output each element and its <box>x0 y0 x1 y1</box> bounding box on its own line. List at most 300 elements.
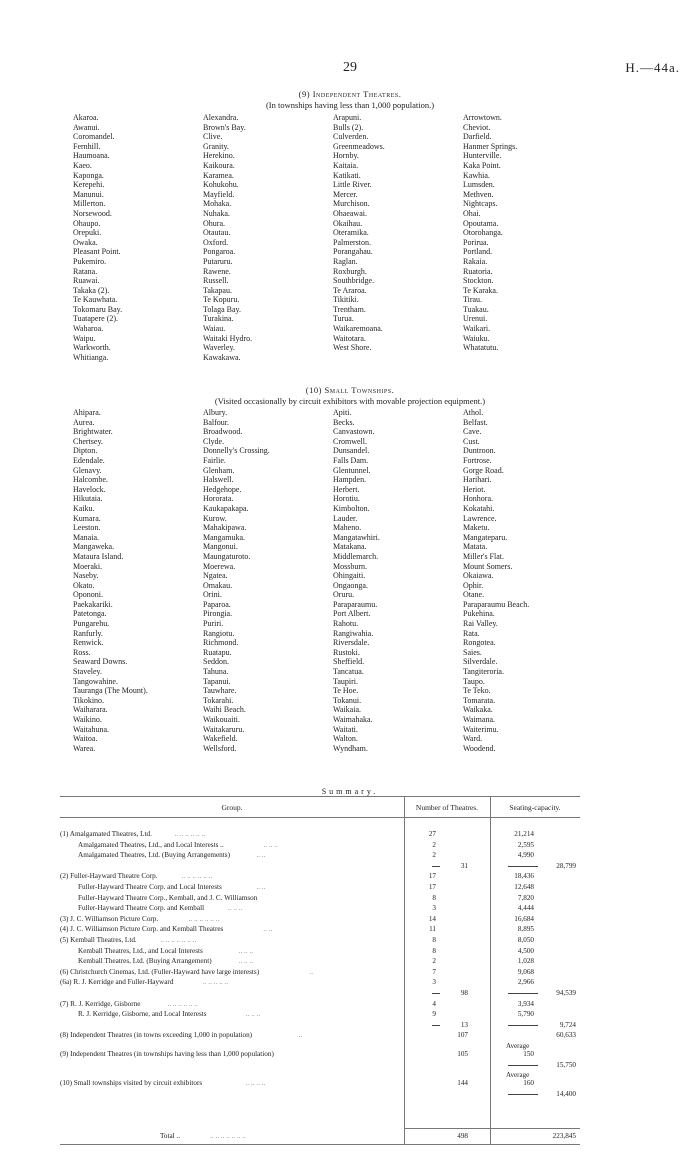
theatre-count: 8 <box>432 936 436 944</box>
town-name: Porirua. <box>463 237 489 247</box>
average-label: Average <box>506 1071 530 1080</box>
theatre-subtotal: 144 <box>457 1079 468 1088</box>
town-name: Sheffield. <box>333 657 365 667</box>
town-name: Oruru. <box>333 590 355 600</box>
town-name: Puriri. <box>203 619 224 629</box>
town-name: Patetonga. <box>73 609 107 619</box>
leader-dots: .. <box>309 967 313 976</box>
town-name: Taupiri. <box>333 676 358 686</box>
town-name: Donnelly's Crossing. <box>203 446 270 456</box>
town-name: Balfour. <box>203 417 229 427</box>
town-name: Ratana. <box>73 266 98 276</box>
town-name: Kaponga. <box>73 170 104 180</box>
town-name: Chertsey. <box>73 436 103 446</box>
town-name: Waitahuna. <box>73 724 110 734</box>
leader-dots: .. .. .. .. .. .. .. <box>160 936 197 944</box>
town-name: Mangateparu. <box>463 532 508 542</box>
average-label: Average <box>506 1042 530 1050</box>
subtotal-row <box>60 1061 580 1070</box>
seating-subtotal: 9,724 <box>559 1020 576 1029</box>
leader-dots: .. .. .. .. .. .. <box>174 830 206 838</box>
town-name: Bulls (2). <box>333 122 364 132</box>
table-row <box>60 968 580 977</box>
town-name: Mayfield. <box>203 189 235 199</box>
town-name: Kaeo. <box>73 160 92 170</box>
town-name: Pirongia. <box>203 609 233 619</box>
town-name: Turua. <box>333 314 354 324</box>
town-name: Canvastown. <box>333 427 375 437</box>
town-name: Lawrence. <box>463 513 497 523</box>
town-name: Granity. <box>203 141 229 151</box>
town-name: Rawene. <box>203 266 231 276</box>
town-name: Arapuni. <box>333 113 362 122</box>
page-number: 29 <box>343 60 357 75</box>
theatre-count: 8 <box>432 946 436 955</box>
town-name: Tuatapere (2). <box>73 314 119 324</box>
seating-value: 4,444 <box>517 904 534 913</box>
town-name: Tirau. <box>463 295 483 305</box>
town-name: Kohukohu. <box>203 180 239 190</box>
town-name: Wakefield. <box>203 734 238 744</box>
town-name: Ohaupo. <box>73 218 101 228</box>
town-name: Miller's Flat. <box>463 551 504 561</box>
seating-value: 2,595 <box>517 840 534 849</box>
table-bottom-rule <box>60 1144 580 1145</box>
town-name: Tapanui. <box>203 676 231 686</box>
town-name: Tauranga (The Mount). <box>73 686 148 696</box>
seating-value: 160 <box>523 1079 534 1088</box>
town-name: Kaukapakapa. <box>203 503 249 513</box>
seating-value: 16,684 <box>514 914 534 923</box>
seating-value: 1,028 <box>517 957 534 966</box>
town-name: Te Hoe. <box>333 686 359 696</box>
town-name: Te Teko. <box>463 686 491 696</box>
group-label: (7) R. J. Kerridge, Gisborne <box>60 999 141 1008</box>
group-label: (1) Amalgamated Theatres, Ltd. <box>60 830 152 838</box>
town-name: Te Kopuru. <box>203 295 240 305</box>
subtotal-row <box>60 1090 580 1099</box>
town-name: Rai Valley. <box>463 619 498 629</box>
seating-value: 21,214 <box>514 830 534 838</box>
town-name: Glenavy. <box>73 465 102 475</box>
theatre-count: 2 <box>432 957 436 966</box>
town-name: Rangiotu. <box>203 628 235 638</box>
town-name: Belfast. <box>463 417 488 427</box>
town-name: West Shore. <box>333 343 372 353</box>
town-name: Pukemiro. <box>73 256 107 266</box>
town-name: Tangiteroria. <box>463 667 504 677</box>
table-row <box>60 1079 580 1088</box>
seating-value: 12,648 <box>514 883 534 891</box>
town-name: Takaka (2). <box>73 285 110 295</box>
town-name: Silverdale. <box>463 657 498 667</box>
town-name: Millerton. <box>73 199 106 209</box>
seating-value: 7,820 <box>517 893 534 902</box>
town-name: Renwick. <box>73 638 104 648</box>
town-name: Katikati. <box>333 170 361 180</box>
table-row <box>60 936 580 945</box>
subtotal-rule <box>508 1025 538 1026</box>
town-name: Waihi Beach. <box>203 705 246 715</box>
town-name: Mossburn. <box>333 561 368 571</box>
town-name: Middlemarch. <box>333 551 379 561</box>
town-name: Waitati. <box>333 724 358 734</box>
town-name: Pongaroa. <box>203 247 236 257</box>
town-name: Glenham. <box>203 465 235 475</box>
town-name: Brightwater. <box>73 427 113 437</box>
town-name: Maungaturoto. <box>203 551 251 561</box>
town-name: Tahuna. <box>203 667 229 677</box>
leader-dots: .. .. .. <box>238 957 254 966</box>
town-name: Ongaonga. <box>333 580 368 590</box>
town-name: Waikouaiti. <box>203 715 240 724</box>
town-name: Darfield. <box>463 132 492 142</box>
town-name: Te Karaka. <box>463 285 498 295</box>
table-row <box>60 957 580 966</box>
town-name: Waitoa. <box>73 734 98 744</box>
town-name: Waitotara. <box>333 333 366 343</box>
group-label: (6a) R. J. Kerridge and Fuller-Hayward <box>60 978 174 987</box>
town-name: Fortrose. <box>463 455 492 465</box>
theatre-count: 2 <box>432 851 436 860</box>
town-name: Kokatahi. <box>463 503 495 513</box>
leader-dots: .. .. .. .. .. .. <box>181 872 213 881</box>
town-name: Mataura Island. <box>73 551 124 561</box>
town-name: Little River. <box>333 180 372 190</box>
town-name: Manaia. <box>73 532 99 542</box>
town-name: Dunsandel. <box>333 446 370 456</box>
town-name: Fairlie. <box>203 455 226 465</box>
town-name: Mangatawhiri. <box>333 532 380 542</box>
summary-table <box>60 796 580 1146</box>
seating-value: 5,790 <box>517 1010 534 1019</box>
table-row <box>60 894 580 903</box>
total-row <box>60 1132 580 1141</box>
town-name: Herbert. <box>333 484 360 494</box>
town-name: Methven. <box>463 189 494 199</box>
leader-dots: .. .. .. <box>238 946 254 955</box>
theatre-subtotal: 107 <box>457 1031 468 1040</box>
town-name: Raglan. <box>333 256 358 266</box>
theatre-count: 8 <box>432 893 436 902</box>
town-name: Mangonui. <box>203 542 238 552</box>
town-name: Turakina. <box>203 314 234 324</box>
leader-dots: .. .. <box>256 883 266 891</box>
town-name: Tokanui. <box>333 695 362 705</box>
town-name: Maketu. <box>463 523 490 533</box>
seating-value: 4,500 <box>517 946 534 955</box>
leader-dots: .. .. .. <box>245 1010 261 1019</box>
town-name: Opoutama. <box>463 218 499 228</box>
table-row <box>60 830 580 839</box>
town-name: Kaka Point. <box>463 160 501 170</box>
town-name: Duntroon. <box>463 446 496 456</box>
town-name: Matakana. <box>333 542 367 552</box>
town-name: Ohura. <box>203 218 225 228</box>
group-label: Amalgamated Theatres, Ltd. (Buying Arrangements) <box>78 851 230 860</box>
seating-subtotal: 60,633 <box>556 1031 576 1040</box>
theatre-count: 11 <box>429 925 436 934</box>
section-9-subtitle: (In townships having less than 1,000 population.) <box>265 100 435 110</box>
town-name: Ohaeawai. <box>333 208 367 218</box>
theatre-count: 7 <box>432 967 436 976</box>
town-name: Waitakaruru. <box>203 724 245 734</box>
town-name: Tauwhare. <box>203 686 237 696</box>
group-label: (6) Christchurch Cinemas, Ltd. (Fuller-Hayward have large interests) <box>60 967 260 976</box>
town-name: Halcombe. <box>73 475 108 485</box>
theatre-count: 2 <box>432 840 436 849</box>
document-code: H.—44a. <box>625 60 680 75</box>
town-name: Woodend. <box>463 743 496 753</box>
town-name: Moeraki. <box>73 561 103 571</box>
town-name: Ohingaiti. <box>333 571 366 581</box>
town-name: Waikaia. <box>333 705 362 715</box>
town-name: Rahotu. <box>333 619 359 629</box>
theatre-subtotal: 105 <box>457 1050 468 1058</box>
town-name: Tangowahine. <box>73 676 118 686</box>
town-name: Lumsden. <box>463 180 495 190</box>
seating-value: 150 <box>523 1050 534 1058</box>
town-name: Rangiwahia. <box>333 628 374 638</box>
town-name: Awanui. <box>73 122 100 132</box>
town-name: Kaitaia. <box>333 160 359 170</box>
town-name: Aurea. <box>73 417 95 427</box>
town-name: Brown's Bay. <box>203 122 246 132</box>
town-name: Trentham. <box>333 304 366 314</box>
town-name: Waharoa. <box>73 324 104 334</box>
leader-dots: .. .. .. .. .. .. <box>167 999 198 1008</box>
town-name: Cust. <box>463 436 480 446</box>
seating-value: 8,050 <box>517 936 534 944</box>
town-name: Warea. <box>73 743 96 753</box>
town-name: Oxford. <box>203 237 229 247</box>
town-name: Hampden. <box>333 475 367 485</box>
theatre-count: 9 <box>432 1010 436 1019</box>
town-name: Okaiawa. <box>463 571 494 581</box>
group-label: Fuller-Hayward Theatre Corp., Kemball, and J. C. Williamson <box>78 893 258 902</box>
town-name: Paraparaumu Beach. <box>463 599 530 609</box>
town-name: Rongotea. <box>463 638 496 648</box>
town-name: Saies. <box>463 647 482 657</box>
town-name: Rakaia. <box>463 256 488 266</box>
town-name: Seaward Downs. <box>73 657 128 667</box>
group-label: (4) J. C. Williamson Picture Corp. and Kemball Theatres <box>60 925 224 934</box>
town-name: Tokomaru Bay. <box>73 304 123 314</box>
table-row <box>60 915 580 924</box>
table-row <box>60 1000 580 1009</box>
theatre-subtotal: 31 <box>460 861 468 870</box>
town-name: Hikutaia. <box>73 494 103 504</box>
total-label: Total .. <box>160 1132 181 1140</box>
table-row <box>60 904 580 913</box>
town-name: Tikokino. <box>73 695 105 705</box>
town-name: Leeston. <box>73 523 101 533</box>
town-name: Port Albert. <box>333 609 371 619</box>
town-name: Waipu. <box>73 333 96 343</box>
town-name: Hanmer Springs. <box>463 141 518 151</box>
town-name: Falls Dam. <box>333 455 369 465</box>
town-name: Gorge Road. <box>463 465 504 475</box>
town-name: Hornby. <box>333 151 359 161</box>
town-name: Rata. <box>463 628 480 638</box>
group-label: (10) Small townships visited by circuit exhibitors <box>60 1079 203 1088</box>
town-name: Paraparaumu. <box>333 599 378 609</box>
leader-dots: .. .. <box>263 925 273 934</box>
section-9-column-4 <box>463 113 517 353</box>
table-row <box>60 851 580 860</box>
town-name: Hunterville. <box>463 151 502 161</box>
theatre-count: 27 <box>428 830 436 838</box>
section-9-column-2 <box>203 113 252 362</box>
town-name: Nuhaka. <box>203 208 230 218</box>
town-name: Tikitiki. <box>333 295 359 305</box>
group-label: Amalgamated Theatres, Ltd., and Local Interests .. <box>78 840 224 849</box>
town-name: Paparoa. <box>203 599 231 609</box>
town-name: Fernhill. <box>73 141 101 151</box>
town-name: Richmond. <box>203 638 239 648</box>
town-name: Cheviot. <box>463 122 491 132</box>
seating-value: 18,436 <box>514 872 534 881</box>
town-name: Otautau. <box>203 228 231 238</box>
summary-title: Summary. <box>321 787 379 796</box>
seating-value: 2,966 <box>517 978 534 987</box>
theatre-subtotal: 13 <box>460 1020 468 1029</box>
subtotal-row <box>60 862 580 871</box>
town-name: Nightcaps. <box>463 199 498 209</box>
town-name: Waikaremoana. <box>333 324 383 334</box>
group-label: R. J. Kerridge, Gisborne, and Local Interests <box>78 1010 207 1019</box>
town-name: Ophir. <box>463 580 484 590</box>
section-10-subtitle: (Visited occasionally by circuit exhibitors with movable projection equipment.) <box>214 396 486 406</box>
town-name: Greenmeadows. <box>333 141 385 151</box>
town-name: Culverden. <box>333 132 369 142</box>
town-name: Ohai. <box>463 208 481 218</box>
group-label: (2) Fuller-Hayward Theatre Corp. <box>60 872 158 881</box>
table-row <box>60 1050 580 1059</box>
town-name: Wellsford. <box>203 743 237 753</box>
section-10-column-3 <box>333 408 380 753</box>
subtotal-row <box>60 989 580 998</box>
table-row <box>60 872 580 881</box>
town-name: Takapau. <box>203 285 232 295</box>
town-name: Seddon. <box>203 657 229 667</box>
total-theatres: 498 <box>457 1132 468 1140</box>
town-name: Rustoki. <box>333 647 360 657</box>
town-name: Kurow. <box>203 513 227 523</box>
seating-subtotal: 94,539 <box>556 989 576 997</box>
town-name: Okato. <box>73 580 95 590</box>
town-name: Honhora. <box>463 494 493 504</box>
section-10-column-2 <box>203 408 270 753</box>
leader-dots: .. .. .. .. .. <box>202 978 229 987</box>
town-name: Russell. <box>203 276 229 286</box>
theatre-count: 3 <box>432 978 436 987</box>
town-name: Albury. <box>203 408 228 417</box>
town-name: Waikino. <box>73 715 102 724</box>
table-row <box>60 1010 580 1019</box>
town-name: Ruatapu. <box>203 647 232 657</box>
town-name: Maheno. <box>333 523 362 533</box>
subtotal-rule <box>508 1065 538 1066</box>
section-9-column-1 <box>73 113 122 362</box>
section-9-column-3 <box>333 113 385 353</box>
town-name: Okaihau. <box>333 218 363 228</box>
section-10-column-1 <box>73 408 148 753</box>
theatre-count: 3 <box>432 904 436 913</box>
header-group: Group. <box>221 803 243 812</box>
table-row <box>60 1031 580 1040</box>
town-name: Portland. <box>463 247 493 257</box>
town-name: Ruatoria. <box>463 266 493 276</box>
town-name: Waimahaka. <box>333 715 373 724</box>
town-name: Waitaki Hydro. <box>203 333 253 343</box>
table-row <box>60 978 580 987</box>
seating-subtotal: 28,799 <box>556 861 576 870</box>
total-seating: 223,845 <box>552 1132 576 1140</box>
subtotal-rule <box>508 1094 538 1095</box>
town-name: Owaka. <box>73 237 98 247</box>
town-name: Walton. <box>333 734 358 744</box>
town-name: Matata. <box>463 542 488 552</box>
header-seating-capacity: Seating-capacity. <box>509 803 561 812</box>
town-name: Te Kauwhata. <box>73 295 118 305</box>
town-name: Waiterimu. <box>463 724 499 734</box>
town-name: Ahipara. <box>73 408 101 417</box>
town-name: Cave. <box>463 427 482 437</box>
town-name: Pleasant Point. <box>73 247 121 257</box>
town-name: Moerewa. <box>203 561 236 571</box>
town-name: Kaikoura. <box>203 160 235 170</box>
town-name: Orini. <box>203 590 222 600</box>
town-name: Cromwell. <box>333 436 367 446</box>
town-name: Warkworth. <box>73 343 111 353</box>
town-name: Opononi. <box>73 590 103 600</box>
town-name: Otane. <box>463 590 485 600</box>
theatre-count: 17 <box>428 883 436 891</box>
town-name: Tancatua. <box>333 667 364 677</box>
town-name: Whatatutu. <box>463 343 499 353</box>
town-name: Manunui. <box>73 189 104 199</box>
town-name: Ruawai. <box>73 276 100 286</box>
theatre-subtotal: 98 <box>460 989 468 997</box>
town-name: Mercer. <box>333 189 358 199</box>
town-name: Putaruru. <box>203 256 233 266</box>
town-name: Haumoana. <box>73 151 110 161</box>
seating-value: 4,990 <box>517 851 534 860</box>
town-name: Akaroa. <box>73 113 99 122</box>
leader-dots: .. <box>298 1031 303 1040</box>
seating-value: 8,895 <box>517 925 534 934</box>
town-name: Southbridge. <box>333 276 375 286</box>
town-name: Urenui. <box>463 314 488 324</box>
group-label: Fuller-Hayward Theatre Corp. and Local Interests <box>78 883 222 891</box>
town-name: Waiharara. <box>73 705 108 715</box>
town-name: Oteramika. <box>333 228 369 238</box>
section-9-title: (9) Independent Theatres. <box>298 89 402 99</box>
town-name: Kimbolton. <box>333 503 370 513</box>
leader-dots: .. .. .. <box>263 840 278 849</box>
subtotal-rule <box>508 866 538 867</box>
town-name: Tokarahi. <box>203 695 234 705</box>
town-name: Tomarata. <box>463 695 496 705</box>
town-name: Arrowtown. <box>463 113 502 122</box>
town-name: Athol. <box>463 408 484 417</box>
town-name: Lauder. <box>333 513 358 523</box>
town-name: Waiuku. <box>463 333 490 343</box>
town-name: Glentunnel. <box>333 465 371 475</box>
group-label: Kemball Theatres, Ltd. (Buying Arrangement) <box>78 957 212 966</box>
town-name: Waverley. <box>203 343 235 353</box>
